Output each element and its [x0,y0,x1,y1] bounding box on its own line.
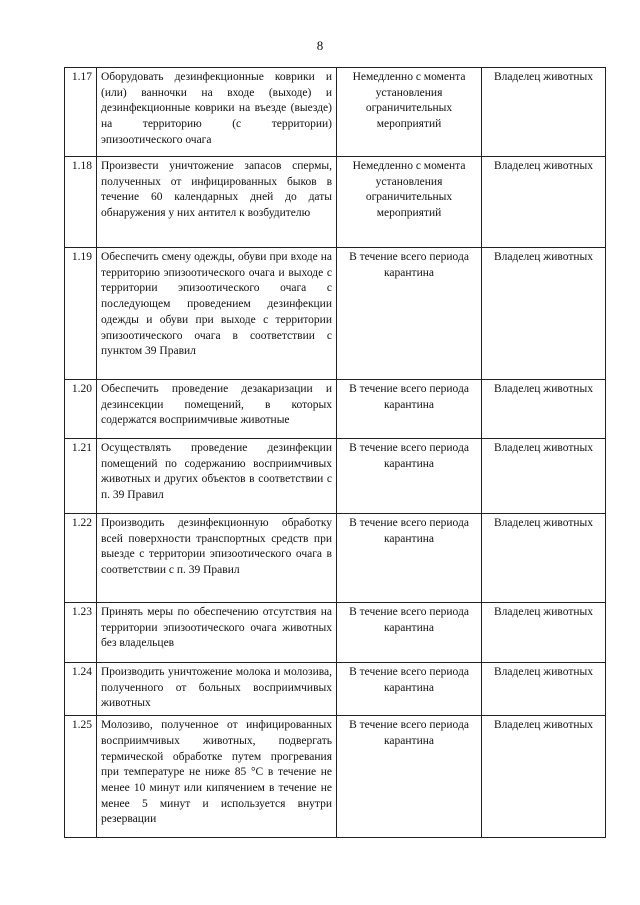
row-action: Молозиво, полученное от инфицированных восприимчивых животных, подвергать термической обработке путем прогревания при температуре не ниже 85 °С в течение не менее 10 минут или кипячением в течение не менее 5 минут и используется внутри резервации [97,716,337,838]
row-action: Принять меры по обеспечению отсутствия на территории эпизоотического очага животных без владельцев [97,603,337,663]
table-row [65,603,606,663]
table-row [65,514,606,603]
row-term: В течение всего периода карантина [337,514,482,603]
row-term: В течение всего периода карантина [337,439,482,514]
row-number: 1.24 [65,663,97,716]
table-row [65,663,606,716]
row-action: Оборудовать дезинфекционные коврики и (или) ванночки на входе (выходе) и дезинфекционные коврики на въезде (выезде) на территорию (с территории) эпизоотического очага [97,68,337,157]
row-action: Производить дезинфекционную обработку всей поверхности транспортных средств при выезде с территории эпизоотического очага в соответствии с п. 39 Правил [97,514,337,603]
table-row [65,248,606,380]
row-number: 1.18 [65,157,97,248]
row-term: В течение всего периода карантина [337,603,482,663]
row-responsible: Владелец животных [482,603,606,663]
row-number: 1.17 [65,68,97,157]
row-responsible: Владелец животных [482,380,606,439]
row-responsible: Владелец животных [482,716,606,838]
table-row [65,716,606,838]
row-number: 1.21 [65,439,97,514]
row-responsible: Владелец животных [482,439,606,514]
row-term: В течение всего периода карантина [337,248,482,380]
row-number: 1.25 [65,716,97,838]
row-action: Производить уничтожение молока и молозива, полученного от больных восприимчивых животных [97,663,337,716]
row-number: 1.20 [65,380,97,439]
measures-table [64,67,606,838]
table-row [65,157,606,248]
table-row [65,380,606,439]
row-number: 1.19 [65,248,97,380]
row-responsible: Владелец животных [482,248,606,380]
row-responsible: Владелец животных [482,68,606,157]
row-action: Осуществлять проведение дезинфекции помещений по содержанию восприимчивых животных и других объектов в соответствии с п. 39 Правил [97,439,337,514]
row-action: Произвести уничтожение запасов спермы, полученных от инфицированных быков в течение 60 календарных дней до даты обнаружения у них антител к возбудителю [97,157,337,248]
table-row [65,439,606,514]
table-row [65,68,606,157]
row-term: В течение всего периода карантина [337,663,482,716]
row-number: 1.22 [65,514,97,603]
row-term: Немедленно с момента установления ограничительных мероприятий [337,157,482,248]
page-number: 8 [316,38,324,53]
row-action: Обеспечить проведение дезакаризации и дезинсекции помещений, в которых содержатся восприимчивые животные [97,380,337,439]
row-responsible: Владелец животных [482,514,606,603]
row-term: В течение всего периода карантина [337,380,482,439]
row-number: 1.23 [65,603,97,663]
row-term: Немедленно с момента установления ограничительных мероприятий [337,68,482,157]
row-responsible: Владелец животных [482,157,606,248]
row-action: Обеспечить смену одежды, обуви при входе на территорию эпизоотического очага и выходе с территории эпизоотического очага с последующем проведением дезинфекции одежды и обуви при выходе с территории эпизоотического очага в соответствии с пунктом 39 Правил [97,248,337,380]
row-responsible: Владелец животных [482,663,606,716]
row-term: В течение всего периода карантина [337,716,482,838]
